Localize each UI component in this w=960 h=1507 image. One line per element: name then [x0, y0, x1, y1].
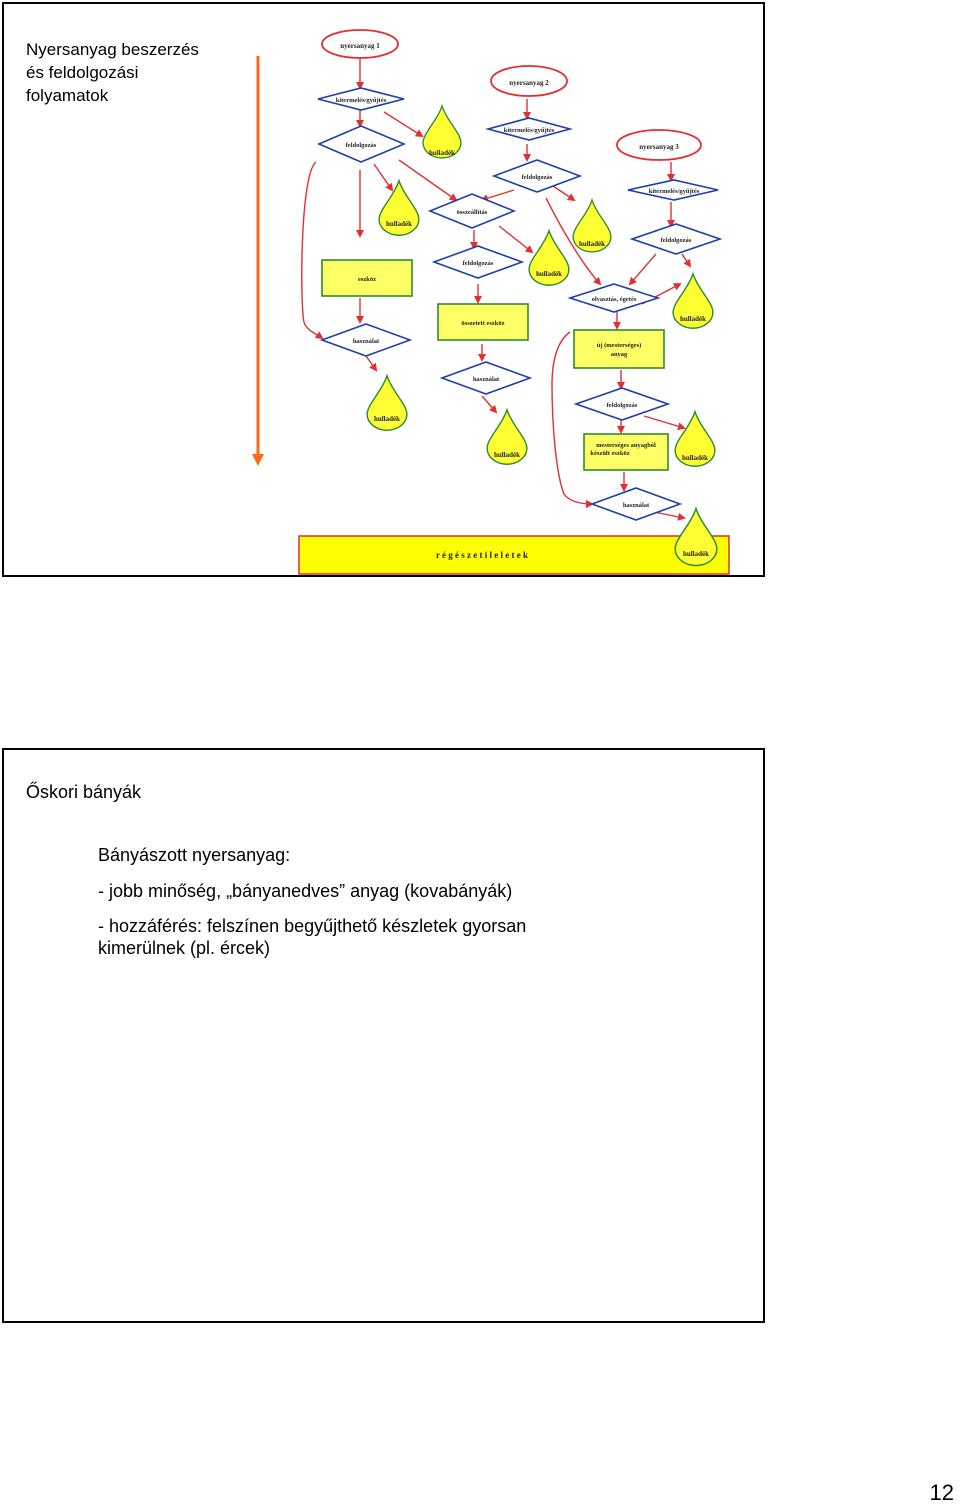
oval-raw-material-2: [491, 66, 567, 96]
svg-text:hulladék: hulladék: [535, 270, 563, 278]
svg-text:hulladék: hulladék: [385, 220, 413, 228]
label-extraction-3: kitermelés/gyűjtés: [648, 188, 700, 195]
label-smelting: olvasztás, égetés: [591, 296, 637, 303]
label-processing-4: feldolgozás: [606, 402, 638, 409]
label-extraction-1: kitermelés/gyűjtés: [335, 97, 387, 104]
waste-drop-6: [367, 376, 407, 430]
body-heading: Bányászott nyersanyag:: [98, 845, 291, 865]
slide-process-diagram: [2, 2, 765, 577]
svg-text:hulladék: hulladék: [682, 550, 710, 558]
svg-text:nyersanyag 2: nyersanyag 2: [509, 79, 549, 87]
label-use-3: használat: [622, 502, 650, 509]
label-processing-2: feldolgozás: [521, 174, 553, 181]
svg-text:hulladék: hulladék: [493, 451, 521, 459]
svg-text:hulladék: hulladék: [679, 315, 707, 323]
oval-raw-material-1: [322, 30, 398, 58]
waste-drop-4: [529, 231, 569, 285]
label-processing-mid: feldolgozás: [462, 260, 494, 267]
svg-text:hulladék: hulladék: [578, 240, 606, 248]
slide-ancient-mines: [2, 748, 765, 1323]
slide-title: Őskori bányák: [26, 782, 142, 802]
slide-body: [98, 844, 598, 959]
waste-drop-5: [673, 274, 713, 328]
title-line-1: Nyersanyag beszerzés: [26, 40, 199, 59]
label-artificial-tool-2: készült eszköz: [590, 450, 630, 457]
waste-drop-8: [675, 412, 715, 466]
label-extraction-2: kitermelés/gyűjtés: [503, 127, 555, 134]
label-new-material-1: új (mesterséges): [596, 342, 642, 349]
label-composite-tool: összetett eszköz: [461, 320, 505, 327]
svg-text:hulladék: hulladék: [681, 454, 709, 462]
waste-drop-1: [423, 106, 461, 158]
label-processing-1: feldolgozás: [345, 142, 377, 149]
process-flowchart: [4, 4, 763, 575]
title-line-2: és feldolgozási: [26, 63, 139, 82]
label-tool: eszköz: [357, 276, 377, 283]
label-new-material-2: anyag: [610, 351, 628, 358]
band-label: r é g é s z e t i l e l e t e k: [435, 550, 529, 560]
bullet-access-line-2: kimerülnek (pl. ércek): [98, 938, 271, 958]
label-use-2: használat: [472, 376, 500, 383]
time-arrow: [252, 56, 264, 466]
page-number: 12: [929, 1480, 954, 1505]
svg-text:nyersanyag 1: nyersanyag 1: [340, 42, 380, 50]
waste-drop-7: [487, 410, 527, 464]
svg-text:nyersanyag 3: nyersanyag 3: [639, 143, 679, 151]
label-use-1: használat: [352, 338, 380, 345]
label-artificial-tool-1: mesterséges anyagból: [596, 442, 656, 449]
waste-drop-3: [573, 200, 611, 252]
oval-raw-material-3: [617, 130, 701, 160]
bullet-access-line-1: - hozzáférés: felszínen begyűjthető készletek gyorsan: [98, 916, 527, 936]
waste-drop-2: [379, 181, 419, 235]
label-processing-3: feldolgozás: [660, 237, 692, 244]
archaeological-finds-band: [299, 536, 729, 574]
title-line-3: folyamatok: [26, 86, 109, 105]
label-assembly: összeállítás: [456, 209, 488, 216]
svg-text:hulladék: hulladék: [373, 415, 401, 423]
svg-text:hulladék: hulladék: [428, 149, 456, 157]
bullet-quality: - jobb minőség, „bányanedves” anyag (kovabányák): [98, 881, 513, 901]
